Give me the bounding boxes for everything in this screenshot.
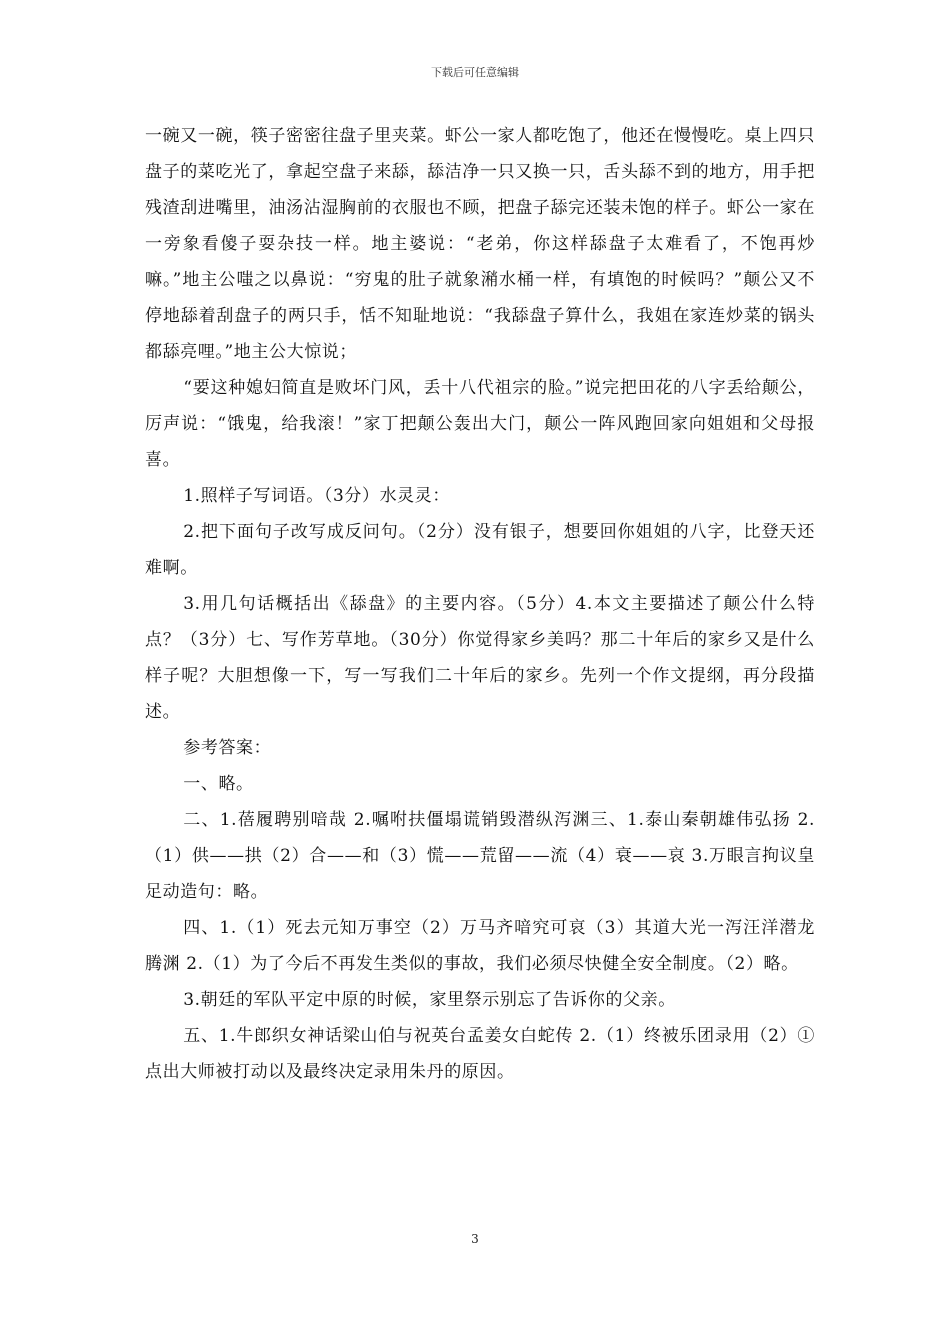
document-body <box>145 118 815 1090</box>
answer-section-1: 一、略。 <box>183 774 254 794</box>
paragraph-story-continuation: 一碗又一碗，筷子密密往盘子里夹菜。虾公一家人都吃饱了，他还在慢慢吃。桌上四只盘子的菜吃光了，拿起空盘子来舔，舔洁净一只又换一只，舌头舔不到的地方，用手把残渣刮进嘴里，油汤沾湿胸前的衣服也不顾，把盘子舔完还装未饱的样子。虾公一家在一旁象看傻子耍杂技一样。地主婆说：“老弟，你这样舔盘子太难看了，不饱再炒嘛。”地主公嗤之以鼻说：“穷鬼的肚子就象潲水桶一样，有填饱的时候吗？”颠公又不停地舔着刮盘子的两只手，恬不知耻地说：“我舔盘子算什么，我姐在家连炒菜的锅头都舔亮哩。”地主公大惊说； <box>145 126 815 362</box>
page-header: 下载后可任意编辑 <box>431 66 519 79</box>
answer-section-5: 五、1.牛郎织女神话梁山伯与祝英台孟姜女白蛇传 2.（1）终被乐团录用（2）①点出大师被打动以及最终决定录用朱丹的原因。 <box>145 1026 815 1082</box>
question-1: 1.照样子写词语。（3分）水灵灵： <box>183 486 450 506</box>
paragraph-story-ending: “要这种媳妇简直是败坏门风，丢十八代祖宗的脸。”说完把田花的八字丢给颠公，厉声说：“饿鬼，给我滚！”家丁把颠公轰出大门，颠公一阵风跑回家向姐姐和父母报喜。 <box>145 378 815 470</box>
answer-section-4: 四、1.（1）死去元知万事空（2）万马齐喑究可哀（3）其道大光一泻汪洋潜龙腾渊 2.（1）为了今后不再发生类似的事故，我们必须尽快健全安全制度。（2）略。 <box>145 918 815 974</box>
question-2: 2.把下面句子改写成反问句。（2分）没有银子，想要回你姐姐的八字，比登天还难啊。 <box>145 522 815 578</box>
answer-section-2-3: 二、1.蓓履聘别喑哉 2.嘱咐扶僵塌谎销毁潜纵泻渊三、1.泰山秦朝雄伟弘扬 2.（1）供——拱（2）合——和（3）慌——荒留——流（4）衰——哀 3.万眼言拘议皇足动造句：略。 <box>145 810 815 902</box>
answer-key-heading: 参考答案： <box>183 738 272 758</box>
page-number: 3 <box>471 1232 479 1246</box>
question-3-4-writing-task: 3.用几句话概括出《舔盘》的主要内容。（5分）4.本文主要描述了颠公什么特点？（3分）七、写作芳草地。（30分）你觉得家乡美吗？那二十年后的家乡又是什么样子呢？大胆想像一下，写一写我们二十年后的家乡。先列一个作文提纲，再分段描述。 <box>145 594 815 722</box>
answer-section-4-item-3: 3.朝廷的军队平定中原的时候，家里祭示别忘了告诉你的父亲。 <box>183 990 676 1010</box>
